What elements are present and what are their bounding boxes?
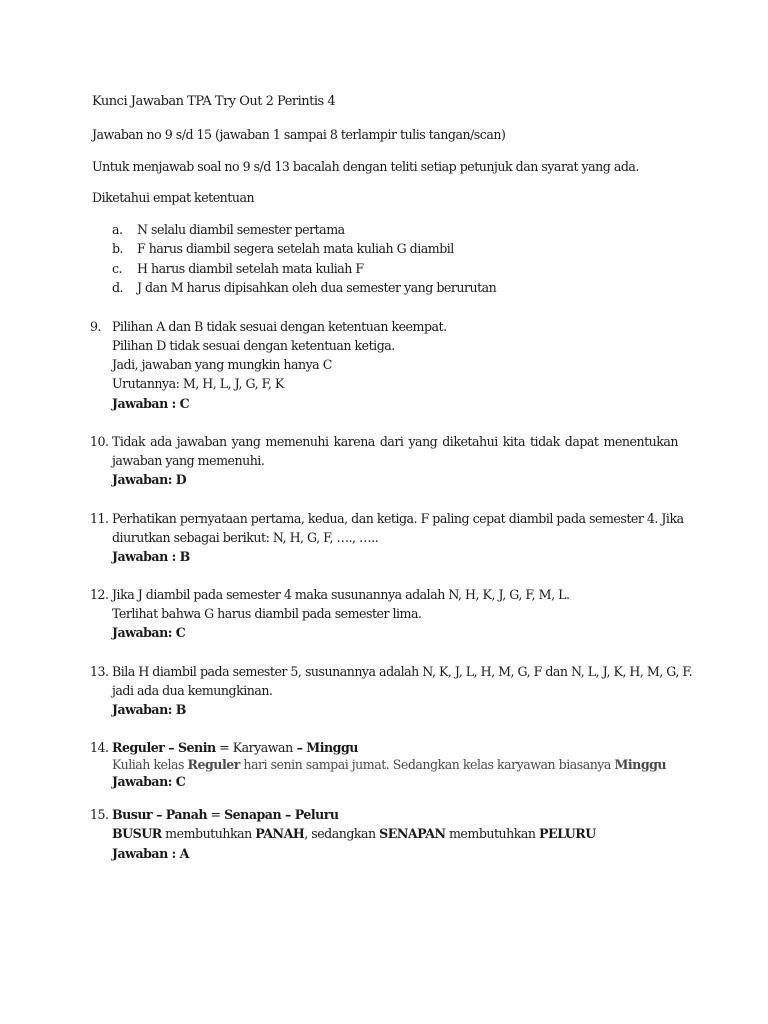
- condition-text: N selalu diambil semester pertama: [137, 222, 345, 237]
- intro-line-3: Diketahui empat ketentuan: [92, 190, 255, 205]
- explanation-line: Pilihan A dan B tidak sesuai dengan ketentuan keempat.: [112, 319, 447, 334]
- explanation-line: Perhatikan pernyataan pertama, kedua, dan ketiga. F paling cepat diambil pada semester 4. Jika: [112, 511, 684, 526]
- explanation-line: diurutkan sebagai berikut: N, H, G, F, …., …..: [112, 530, 379, 545]
- condition-text: H harus diambil setelah mata kuliah F: [137, 261, 364, 276]
- question-number: 15.: [90, 807, 109, 822]
- answer-key: Jawaban: C: [112, 774, 186, 789]
- question-number: 11.: [90, 511, 109, 526]
- condition-a: [112, 222, 345, 237]
- explanation-line: Urutannya: M, H, L, J, G, F, K: [112, 376, 284, 391]
- condition-label: d.: [112, 280, 124, 295]
- explanation-line: jawaban yang memenuhi.: [112, 453, 265, 468]
- explanation-line: Jadi, jawaban yang mungkin hanya C: [112, 357, 332, 372]
- analogy-heading: Busur – Panah = Senapan – Peluru: [112, 807, 339, 822]
- question-number: 9.: [90, 319, 102, 334]
- answer-key: Jawaban: C: [112, 625, 186, 640]
- explanation-line: Bila H diambil pada semester 5, susunannya adalah N, K, J, L, H, M, G, F dan N, L, J, K, H, M, G, F.: [112, 664, 693, 679]
- explanation-line: Pilihan D tidak sesuai dengan ketentuan ketiga.: [112, 338, 395, 353]
- question-number: 13.: [90, 664, 109, 679]
- intro-line-1: Jawaban no 9 s/d 15 (jawaban 1 sampai 8 terlampir tulis tangan/scan): [92, 127, 506, 142]
- explanation-line: Jika J diambil pada semester 4 maka susunannya adalah N, H, K, J, G, F, M, L.: [112, 587, 570, 602]
- answer-key: Jawaban : A: [112, 846, 189, 861]
- condition-text: J dan M harus dipisahkan oleh dua semester yang berurutan: [137, 280, 497, 295]
- question-number: 14.: [90, 740, 109, 755]
- explanation-line: Terlihat bahwa G harus diambil pada semester lima.: [112, 606, 422, 621]
- condition-text: F harus diambil segera setelah mata kuliah G diambil: [137, 241, 454, 256]
- question-number: 10.: [90, 434, 109, 449]
- condition-label: c.: [112, 261, 123, 276]
- condition-c: [112, 261, 364, 276]
- question-number: 12.: [90, 587, 109, 602]
- condition-label: b.: [112, 241, 124, 256]
- condition-d: [112, 280, 496, 295]
- answer-key: Jawaban : B: [112, 549, 190, 564]
- condition-label: a.: [112, 222, 123, 237]
- explanation-line: jadi ada dua kemungkinan.: [112, 683, 273, 698]
- explanation-line: Tidak ada jawaban yang memenuhi karena dari yang diketahui kita tidak dapat menentukan: [112, 434, 678, 449]
- explanation-line: Kuliah kelas Reguler hari senin sampai jumat. Sedangkan kelas karyawan biasanya Minggu: [112, 757, 667, 772]
- explanation-line: BUSUR membutuhkan PANAH, sedangkan SENAPAN membutuhkan PELURU: [112, 826, 596, 841]
- answer-key: Jawaban: D: [112, 472, 187, 487]
- document-title: Kunci Jawaban TPA Try Out 2 Perintis 4: [92, 94, 336, 109]
- answer-key: Jawaban: B: [112, 702, 186, 717]
- condition-b: [112, 241, 454, 256]
- answer-key: Jawaban : C: [112, 396, 190, 411]
- analogy-heading: Reguler – Senin = Karyawan – Minggu: [112, 740, 358, 755]
- intro-line-2: Untuk menjawab soal no 9 s/d 13 bacalah dengan teliti setiap petunjuk dan syarat yang ada.: [92, 159, 639, 174]
